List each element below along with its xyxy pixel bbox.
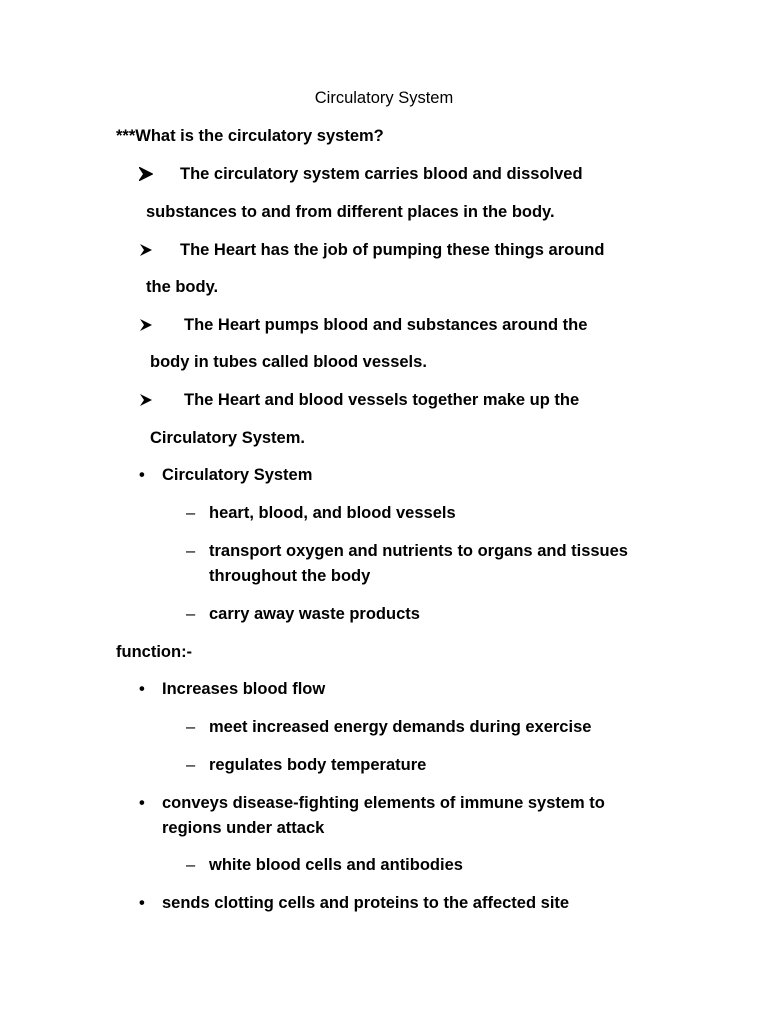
dash-marker: –	[186, 605, 196, 623]
function-item-2-line-2: regions under attack	[162, 819, 325, 837]
dash-marker: –	[186, 718, 196, 736]
dash-marker: –	[186, 504, 196, 522]
function-item-3: sends clotting cells and proteins to the affected site	[162, 894, 570, 912]
arrow-point-3-line-1: The Heart pumps blood and substances around the	[184, 316, 588, 334]
dash-marker: –	[186, 756, 196, 774]
bullet-dot: •	[139, 466, 145, 484]
arrow-point-3-line-2: body in tubes called blood vessels.	[150, 353, 427, 371]
function-item-1-sub-1: meet increased energy demands during exercise	[209, 718, 592, 736]
function-item-1-sub-2: regulates body temperature	[209, 756, 427, 774]
arrow-bullet-icon	[139, 167, 153, 181]
function-heading: function:-	[116, 643, 193, 661]
page-title: Circulatory System	[314, 89, 454, 107]
section-question: ***What is the circulatory system?	[116, 127, 384, 145]
function-item-1: Increases blood flow	[162, 680, 326, 698]
system-subitem-2: transport oxygen and nutrients to organs and tissues	[209, 542, 628, 560]
arrow-bullet-icon	[139, 393, 153, 407]
function-item-2-line-1: conveys disease-fighting elements of immune system to	[162, 794, 605, 812]
arrow-bullet-icon	[139, 318, 153, 332]
arrow-point-1-line-1: The circulatory system carries blood and dissolved	[180, 165, 583, 183]
arrow-point-4-line-1: The Heart and blood vessels together make up the	[184, 391, 580, 409]
arrow-bullet-icon	[139, 243, 153, 257]
arrow-point-2-line-1: The Heart has the job of pumping these things around	[180, 241, 605, 259]
system-bullet: Circulatory System	[162, 466, 313, 484]
arrow-point-1-line-2: substances to and from different places in the body.	[146, 203, 555, 221]
arrow-point-2-line-2: the body.	[146, 278, 219, 296]
system-subitem-3: carry away waste products	[209, 605, 420, 623]
dash-marker: –	[186, 542, 196, 560]
arrow-point-4-line-2: Circulatory System.	[150, 429, 305, 447]
bullet-dot: •	[139, 680, 145, 698]
bullet-dot: •	[139, 794, 145, 812]
system-subitem-1: heart, blood, and blood vessels	[209, 504, 456, 522]
system-subitem-2-continued: throughout the body	[209, 567, 371, 585]
bullet-dot: •	[139, 894, 145, 912]
dash-marker: –	[186, 856, 196, 874]
function-item-2-sub-1: white blood cells and antibodies	[209, 856, 463, 874]
